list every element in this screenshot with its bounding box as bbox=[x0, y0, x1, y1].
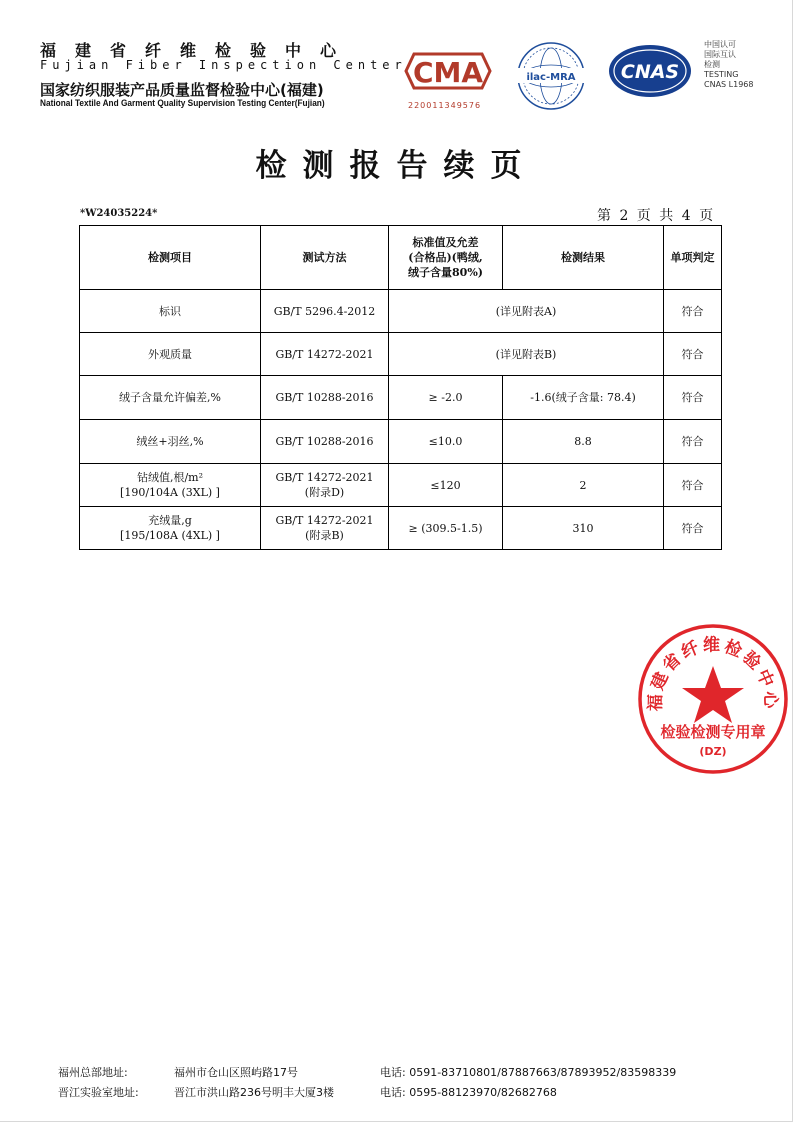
cell-standard: ≥ -2.0 bbox=[389, 376, 503, 420]
center-name-cn: 国家纺织服装产品质量监督检验中心(福建) bbox=[40, 81, 324, 99]
cell-item-line: [190/104A (3XL) ] bbox=[120, 486, 220, 499]
footer-hq-label: 福州总部地址: bbox=[58, 1066, 128, 1079]
cell-see-appendix: (详见附表B) bbox=[389, 333, 664, 376]
cell-method: GB/T 5296.4-2012 bbox=[261, 290, 389, 333]
cell-item-line: 充绒量,g bbox=[148, 514, 192, 527]
header-judgment: 单项判定 bbox=[664, 226, 722, 290]
seal-inner-text: 检验检测专用章 bbox=[660, 723, 766, 741]
seal-code: (DZ) bbox=[699, 745, 727, 758]
cell-item: 绒丝+羽丝,% bbox=[80, 420, 261, 464]
cell-item-line: 钻绒值,根/m² bbox=[136, 471, 204, 484]
header-standard-line: (合格品)(鸭绒, bbox=[408, 251, 483, 264]
cell-method: GB/T 14272-2021 bbox=[261, 333, 389, 376]
table-row bbox=[80, 290, 722, 333]
header-standard-line: 标准值及允差 bbox=[412, 236, 479, 249]
cell-item: 外观质量 bbox=[80, 333, 261, 376]
cell-result: -1.6(绒子含量: 78.4) bbox=[503, 376, 664, 420]
cell-judgment: 符合 bbox=[664, 464, 722, 507]
cell-judgment: 符合 bbox=[664, 376, 722, 420]
cnas-caption-line: 国际互认 bbox=[704, 50, 736, 59]
cell-method: GB/T 10288-2016 bbox=[261, 376, 389, 420]
cell-result: 2 bbox=[503, 464, 664, 507]
center-name-en: National Textile And Garment Quality Supervision Testing Center(Fujian) bbox=[40, 98, 325, 108]
cell-result: 310 bbox=[503, 507, 664, 550]
cell-standard: ≤10.0 bbox=[389, 420, 503, 464]
ilac-mra-logo bbox=[510, 40, 592, 112]
cell-item bbox=[80, 507, 261, 550]
header-method: 测试方法 bbox=[261, 226, 389, 290]
footer-hq-phone: 电话: 0591-83710801/87887663/87893952/83598339 bbox=[380, 1066, 677, 1079]
header-standard bbox=[389, 226, 503, 290]
cell-judgment: 符合 bbox=[664, 507, 722, 550]
cnas-caption-line: TESTING bbox=[704, 70, 739, 79]
cell-method-line: GB/T 14272-2021 bbox=[275, 514, 374, 527]
cnas-logo bbox=[606, 42, 694, 100]
footer-lab-phone: 电话: 0595-88123970/82682768 bbox=[380, 1086, 557, 1099]
cell-judgment: 符合 bbox=[664, 290, 722, 333]
results-table bbox=[79, 225, 722, 550]
cell-standard: ≥ (309.5-1.5) bbox=[389, 507, 503, 550]
cma-number: 220011349576 bbox=[408, 101, 482, 110]
cell-method bbox=[261, 464, 389, 507]
cnas-caption-line: CNAS L1968 bbox=[704, 80, 754, 89]
table-row bbox=[80, 420, 722, 464]
cell-method-line: (附录D) bbox=[304, 486, 345, 499]
seal-ring-text: 福建省纤维检验中心 bbox=[645, 635, 781, 712]
header-item: 检测项目 bbox=[80, 226, 261, 290]
footer-lab-label: 晋江实验室地址: bbox=[58, 1086, 139, 1099]
cell-item: 绒子含量允许偏差,% bbox=[80, 376, 261, 420]
footer-line-lab bbox=[58, 1083, 676, 1103]
cma-logo-text: CMA bbox=[412, 56, 484, 89]
table-row bbox=[80, 464, 722, 507]
footer-lab-address: 晋江市洪山路236号明丰大厦3楼 bbox=[174, 1086, 334, 1099]
footer-line-hq bbox=[58, 1063, 676, 1083]
ilac-logo-text: ilac-MRA bbox=[526, 72, 576, 83]
table-row bbox=[80, 507, 722, 550]
table-header-row bbox=[80, 226, 722, 290]
cma-logo bbox=[402, 48, 494, 94]
org-name-en: Fujian Fiber Inspection Center bbox=[40, 58, 407, 72]
cell-result: 8.8 bbox=[503, 420, 664, 464]
header-standard-line: 绒子含量80%) bbox=[408, 266, 483, 279]
cnas-logo-text: CNAS bbox=[620, 61, 680, 83]
page-indicator: 第 2 页 共 4 页 bbox=[597, 208, 716, 224]
table-row bbox=[80, 333, 722, 376]
cnas-caption-line: 中国认可 bbox=[704, 40, 736, 49]
table-row bbox=[80, 376, 722, 420]
cell-item-line: [195/108A (4XL) ] bbox=[120, 529, 220, 542]
cnas-caption bbox=[704, 40, 753, 90]
cell-standard: ≤120 bbox=[389, 464, 503, 507]
footer bbox=[58, 1063, 676, 1103]
seal-star-icon bbox=[682, 666, 744, 723]
cell-item: 标识 bbox=[80, 290, 261, 333]
cell-method: GB/T 10288-2016 bbox=[261, 420, 389, 464]
footer-hq-address: 福州市仓山区照屿路17号 bbox=[174, 1066, 298, 1079]
cell-see-appendix: (详见附表A) bbox=[389, 290, 664, 333]
cell-judgment: 符合 bbox=[664, 420, 722, 464]
report-number: *W24035224* bbox=[80, 208, 158, 219]
cell-item bbox=[80, 464, 261, 507]
header-result: 检测结果 bbox=[503, 226, 664, 290]
cell-method bbox=[261, 507, 389, 550]
official-seal bbox=[636, 622, 790, 776]
cell-method-line: GB/T 14272-2021 bbox=[275, 471, 374, 484]
report-title: 检测报告续页 bbox=[255, 148, 538, 184]
cell-method-line: (附录B) bbox=[305, 529, 344, 542]
cnas-caption-line: 检测 bbox=[704, 60, 720, 69]
org-name-cn: 福建省纤维检验中心 bbox=[40, 41, 356, 60]
cell-judgment: 符合 bbox=[664, 333, 722, 376]
